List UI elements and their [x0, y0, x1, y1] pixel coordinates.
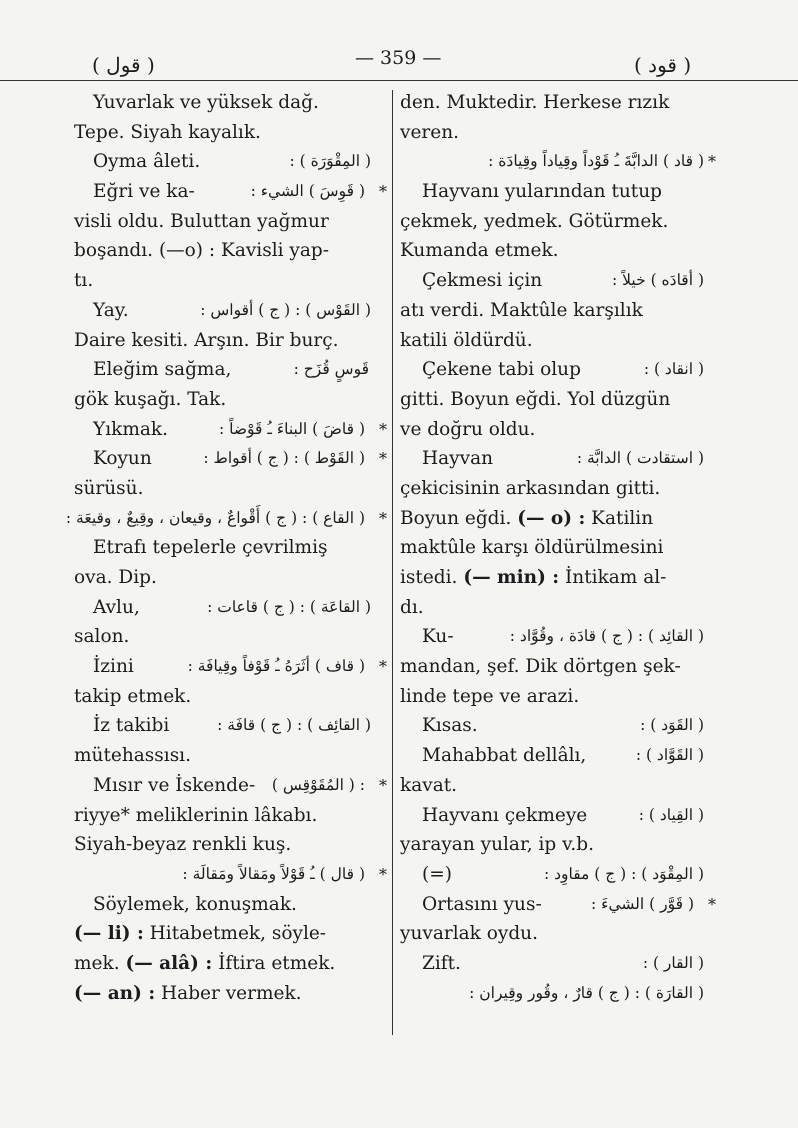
entry-line	[400, 88, 712, 118]
entry-line	[65, 266, 383, 296]
entry-text: çekmek, yedmek. Götürmek.	[400, 210, 669, 232]
root-marker-icon: *	[379, 775, 387, 795]
entry-line	[65, 147, 383, 177]
entry-line	[65, 533, 383, 563]
entry-text: (— li) : Hitabetmek, söyle-	[74, 923, 327, 945]
entry-text: Zift.	[422, 952, 461, 974]
arabic-headword: ( قال ) ـُ قَوْلاً ومَقالاً ومَقالَة :	[182, 864, 365, 883]
entry-line	[65, 504, 387, 534]
entry-text: Yıkmak.	[93, 418, 169, 440]
root-marker-icon: *	[379, 419, 387, 439]
header-divider	[0, 80, 798, 81]
entry-line	[400, 563, 712, 593]
arabic-headword: ( قاد ) الدابَّةَ ـُ قَوْداً وقِياداً وقِيادَة :	[488, 152, 704, 171]
entry-line	[400, 979, 712, 1009]
arabic-headword: : ( المُقَوْقِس )	[271, 775, 365, 794]
entry-line	[400, 236, 712, 266]
arabic-headword: ( القائِف ) : ( ج ) قافَة :	[217, 716, 371, 735]
entry-text: İz takibi	[93, 715, 170, 737]
entry-text: Tepe. Siyah kayalık.	[74, 121, 261, 143]
entry-line	[65, 682, 383, 712]
arabic-headword: ( انقاد ) :	[643, 360, 704, 379]
entry-line	[65, 385, 383, 415]
root-marker-icon: *	[379, 657, 387, 677]
arabic-headword: ( القاعَة ) : ( ج ) قاعات :	[207, 597, 371, 616]
entry-line	[65, 593, 383, 623]
entry-text: Çekene tabi olup	[422, 359, 581, 381]
entry-text: Kumanda etmek.	[400, 240, 559, 262]
entry-text: den. Muktedir. Herkese rızık	[400, 92, 670, 113]
entry-text: sürüsü.	[74, 477, 144, 499]
entry-text: Boyun eğdi. (— o) : Katilin	[400, 507, 654, 529]
entry-line	[400, 949, 712, 979]
entry-text: kavat.	[400, 774, 458, 796]
root-marker-icon: *	[379, 182, 387, 202]
entry-line	[65, 771, 387, 801]
entry-text: yuvarlak oydu.	[400, 923, 538, 945]
entry-line	[65, 801, 383, 831]
arabic-headword: ( القَوَد ) :	[640, 716, 704, 735]
entry-line	[65, 979, 383, 1009]
entry-line	[65, 830, 383, 860]
entry-line	[65, 652, 387, 682]
entry-line	[65, 88, 383, 118]
entry-line	[65, 326, 383, 356]
entry-line	[400, 919, 712, 949]
entry-line	[65, 296, 383, 326]
entry-line	[400, 474, 712, 504]
arabic-headword: ( القَوْط ) : ( ج ) أقواط :	[203, 449, 365, 468]
entry-text: İzini	[93, 656, 134, 678]
entry-text: riyye* meliklerinin lâkabı.	[74, 804, 318, 826]
entry-line	[400, 415, 712, 445]
entry-text: Eleğim sağma,	[93, 359, 232, 381]
entry-text: maktûle karşı öldürülmesini	[400, 537, 664, 559]
entry-line	[65, 949, 383, 979]
entry-text: Ortasını yus-	[422, 893, 542, 915]
arabic-headword: ( القاع ) : ( ج ) أَقْواعٌ ، وقيعان ، وقِيعٌ ، وقيعَة :	[65, 508, 365, 527]
entry-text: Söylemek, konuşmak.	[93, 893, 297, 915]
entry-text: atı verdi. Maktûle karşılık	[400, 299, 643, 321]
entry-line	[65, 741, 383, 771]
entry-line	[400, 118, 712, 148]
entry-line	[65, 474, 383, 504]
root-marker-icon: *	[379, 864, 387, 884]
entry-text: Mısır ve İskende-	[93, 774, 256, 796]
entry-text: Hayvanı yularından tutup	[422, 181, 663, 203]
entry-text: salon.	[74, 626, 130, 648]
root-marker-icon: *	[708, 152, 716, 172]
arabic-headword: ( القَوَّاد ) :	[635, 746, 704, 765]
entry-line	[400, 207, 712, 237]
entry-line	[400, 147, 716, 177]
entry-text: tı.	[74, 270, 94, 292]
entry-text: Eğri ve ka-	[93, 181, 195, 203]
arabic-headword: ( القِياد ) :	[638, 805, 704, 824]
entry-line	[400, 355, 712, 385]
entry-text: (— an) : Haber vermek.	[74, 982, 302, 1004]
entry-text: dı.	[400, 596, 424, 618]
entry-line	[65, 563, 383, 593]
entry-line	[400, 652, 712, 682]
entry-text: mek. (— alâ) : İftira etmek.	[74, 952, 336, 974]
arabic-headword: ( قاضَ ) البناءَ ـُ قَوْضاً :	[219, 419, 365, 438]
entry-line	[400, 533, 712, 563]
arabic-headword: ( القائِد ) : ( ج ) قادَة ، وقُوَّاد :	[509, 627, 704, 646]
arabic-headword: ( القار ) :	[642, 953, 704, 972]
entry-line	[400, 296, 712, 326]
entry-text: ova. Dip.	[74, 567, 157, 588]
entry-line	[65, 890, 383, 920]
entry-text: Mahabbat dellâlı,	[422, 745, 587, 767]
entry-line	[400, 326, 712, 356]
root-marker-icon: *	[379, 508, 387, 528]
entry-text: (=)	[422, 863, 452, 885]
root-marker-icon: *	[379, 449, 387, 469]
entry-text: boşandı. (—o) : Kavisli yap-	[74, 240, 330, 262]
left-column	[65, 88, 387, 1008]
root-marker-icon: *	[708, 894, 716, 914]
arabic-headword: ( قاف ) أثَرَهُ ـُ قَوْفاً وقِيافَة :	[187, 657, 365, 676]
entry-line	[65, 177, 387, 207]
entry-text: Hayvanı çekmeye	[422, 804, 588, 826]
entry-text: yarayan yular, ip v.b.	[400, 834, 595, 856]
arabic-headword: ( القَوْس ) : ( ج ) أقواس :	[200, 300, 371, 319]
entry-text: katili öldürdü.	[400, 329, 533, 351]
entry-line	[65, 919, 383, 949]
entry-line	[65, 622, 383, 652]
arabic-headword: ( استقادت ) الدابَّة :	[576, 449, 704, 468]
page-number: — 359 —	[355, 47, 442, 69]
entry-text: çekicisinin arkasından gitti.	[400, 477, 661, 499]
arabic-headword: ( المِقْوَرَة ) :	[289, 152, 371, 171]
entry-line	[400, 801, 712, 831]
entry-text: Oyma âleti.	[93, 151, 201, 173]
page-header	[0, 45, 798, 85]
entry-line	[400, 771, 712, 801]
entry-line	[65, 118, 383, 148]
entry-line	[400, 385, 712, 415]
arabic-headword: قَوسٍ قُزَح :	[293, 360, 369, 379]
header-right-entry: ( قود )	[634, 53, 692, 77]
entry-text: veren.	[400, 121, 459, 143]
entry-text: gök kuşağı. Tak.	[74, 388, 227, 410]
entry-line	[400, 830, 712, 860]
arabic-headword: ( أقادَه ) خيلاً :	[612, 271, 704, 290]
entry-text: linde tepe ve arazi.	[400, 685, 580, 707]
entry-text: Daire kesiti. Arşın. Bir burç.	[74, 329, 339, 351]
entry-line	[400, 593, 712, 623]
entry-line	[65, 444, 387, 474]
arabic-headword: ( القارَة ) : ( ج ) قارٌ ، وقُور وقِيران :	[469, 983, 704, 1002]
entry-line	[400, 741, 712, 771]
entry-line	[400, 622, 712, 652]
entry-line	[65, 711, 383, 741]
entry-text: Hayvan	[422, 448, 494, 470]
entry-line	[400, 682, 712, 712]
column-divider	[392, 90, 393, 1035]
entry-line	[65, 236, 383, 266]
entry-text: takip etmek.	[74, 685, 192, 707]
entry-text: Yuvarlak ve yüksek dağ.	[93, 92, 319, 113]
entry-text: Kısas.	[422, 715, 478, 737]
entry-line	[400, 444, 712, 474]
arabic-headword: ( المِقْوَد ) : ( ج ) مقاوِد :	[543, 864, 704, 883]
entry-line	[400, 177, 712, 207]
entry-text: Ku-	[422, 626, 454, 648]
right-column	[400, 88, 716, 1008]
entry-line	[65, 415, 387, 445]
arabic-headword: ( قَوِسَ ) الشيء :	[250, 182, 365, 201]
entry-text: gitti. Boyun eğdi. Yol düzgün	[400, 388, 671, 410]
entry-text: visli oldu. Buluttan yağmur	[74, 210, 329, 232]
entry-line	[400, 890, 716, 920]
entry-text: mütehassısı.	[74, 745, 191, 767]
entry-line	[65, 860, 387, 890]
entry-line	[65, 355, 383, 385]
entry-line	[400, 266, 712, 296]
entry-text: Koyun	[93, 448, 152, 470]
entry-text: Etrafı tepelerle çevrilmiş	[93, 537, 328, 559]
arabic-headword: ( قَوَّر ) الشيءَ :	[591, 894, 694, 913]
entry-text: Avlu,	[93, 596, 140, 618]
entry-text: mandan, şef. Dik dörtgen şek-	[400, 656, 681, 678]
entry-text: Çekmesi için	[422, 270, 543, 292]
header-left-entry: ( قول )	[92, 53, 155, 77]
entry-line	[400, 711, 712, 741]
entry-line	[65, 207, 383, 237]
entry-line	[400, 860, 712, 890]
entry-text: Siyah-beyaz renkli kuş.	[74, 834, 292, 856]
entry-text: istedi. (— min) : İntikam al-	[400, 567, 667, 588]
entry-line	[400, 504, 712, 534]
entry-text: Yay.	[93, 299, 129, 321]
entry-text: ve doğru oldu.	[400, 418, 536, 440]
